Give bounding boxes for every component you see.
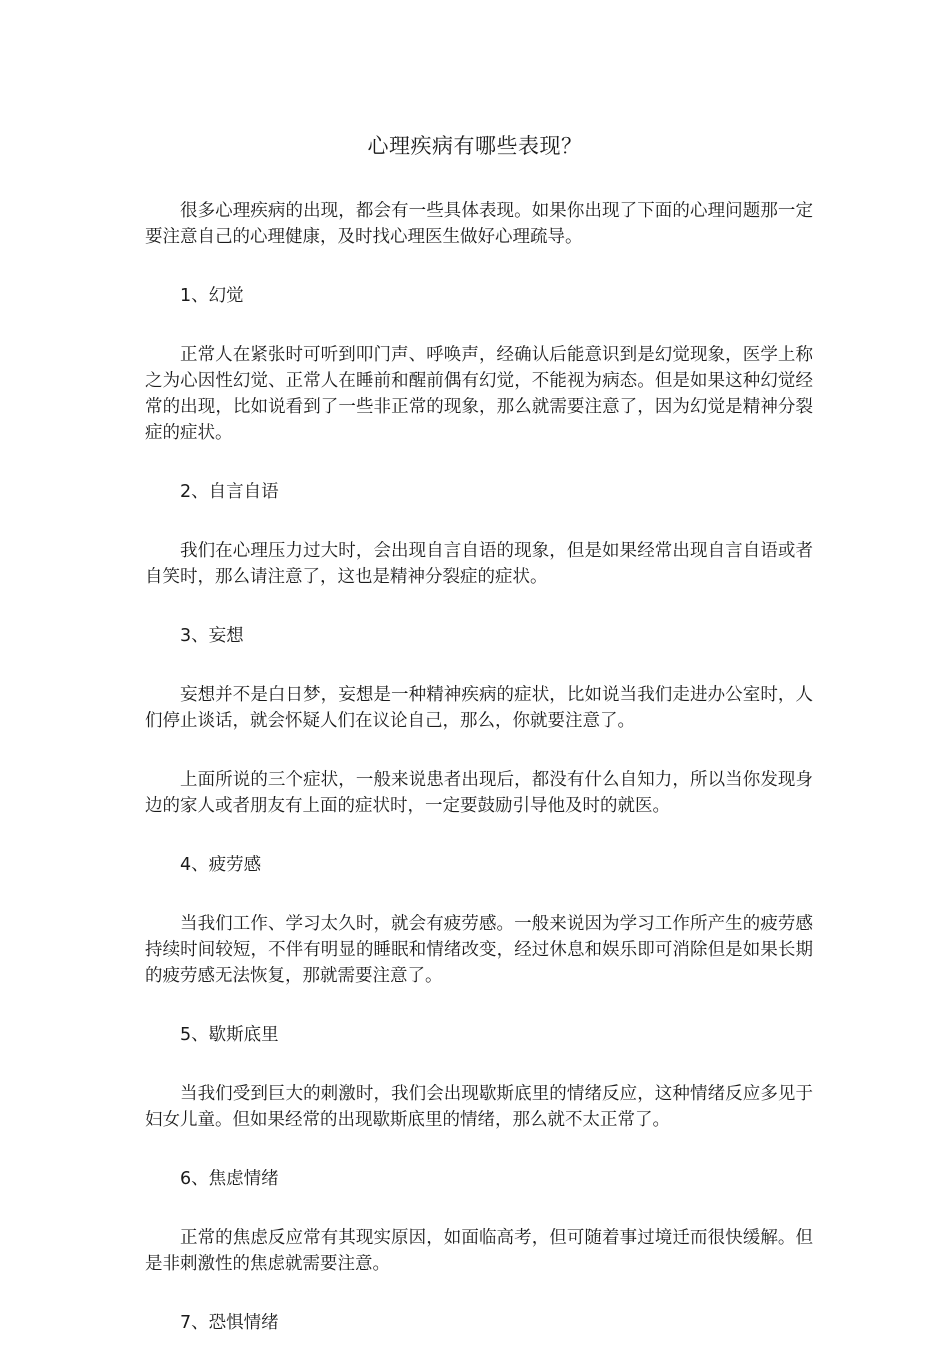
section-body-delusion: 妄想并不是白日梦，妄想是一种精神疾病的症状，比如说当我们走进办公室时，人们停止谈话，就会怀疑人们在议论自己，那么，你就要注意了。 — [145, 685, 813, 731]
section-heading-anxiety: 6、焦虑情绪 — [180, 1169, 279, 1189]
section-note-delusion: 上面所说的三个症状，一般来说患者出现后，都没有什么自知力，所以当你发现身边的家人或者朋友有上面的症状时，一定要鼓励引导他及时的就医。 — [145, 770, 813, 816]
section-body-hallucination: 正常人在紧张时可听到叩门声、呼唤声，经确认后能意识到是幻觉现象，医学上称之为心因性幻觉、正常人在睡前和醒前偶有幻觉，不能视为病态。但是如果这种幻觉经常的出现，比如说看到了一些非正常的现象，那么就需要注意了，因为幻觉是精神分裂症的症状。 — [145, 345, 813, 443]
section-body-hysteria: 当我们受到巨大的刺激时，我们会出现歇斯底里的情绪反应，这种情绪反应多见于妇女儿童。但如果经常的出现歇斯底里的情绪，那么就不太正常了。 — [145, 1084, 813, 1130]
section-body-anxiety: 正常的焦虑反应常有其现实原因，如面临高考，但可随着事过境迁而很快缓解。但是非刺激性的焦虑就需要注意。 — [145, 1228, 813, 1274]
intro-paragraph: 很多心理疾病的出现，都会有一些具体表现。如果你出现了下面的心理问题那一定要注意自己的心理健康，及时找心理医生做好心理疏导。 — [145, 201, 813, 247]
section-body-fatigue: 当我们工作、学习太久时，就会有疲劳感。一般来说因为学习工作所产生的疲劳感持续时间较短，不伴有明显的睡眠和情绪改变，经过休息和娱乐即可消除但是如果长期的疲劳感无法恢复，那就需要注意了。 — [145, 914, 813, 986]
section-heading-delusion: 3、妄想 — [180, 626, 244, 646]
page-title: 心理疾病有哪些表现？ — [367, 134, 583, 158]
document-body — [145, 198, 813, 1369]
section-heading-self-talk: 2、自言自语 — [180, 482, 279, 502]
section-heading-fear: 7、恐惧情绪 — [180, 1313, 279, 1333]
section-body-self-talk: 我们在心理压力过大时，会出现自言自语的现象，但是如果经常出现自言自语或者自笑时，那么请注意了，这也是精神分裂症的症状。 — [145, 541, 813, 587]
section-heading-hallucination: 1、幻觉 — [180, 286, 244, 306]
section-heading-fatigue: 4、疲劳感 — [180, 855, 262, 875]
section-heading-hysteria: 5、歇斯底里 — [180, 1025, 279, 1045]
